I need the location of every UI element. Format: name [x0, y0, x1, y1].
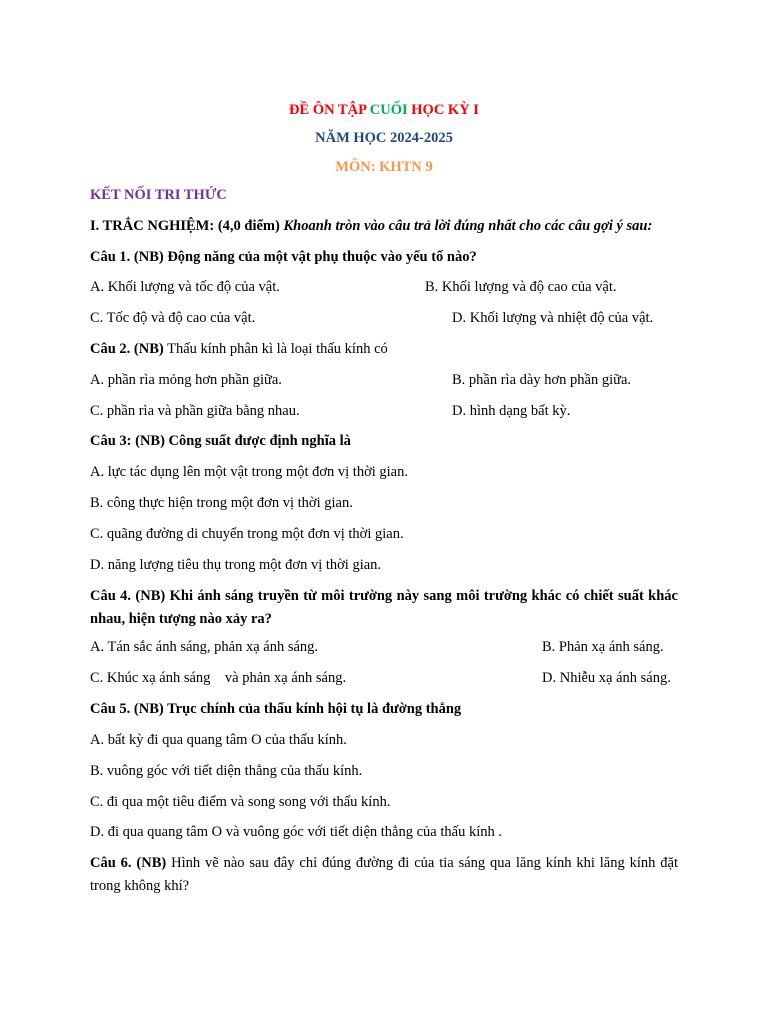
question-3-option-b: B. công thực hiện trong một đơn vị thời gian.: [90, 495, 353, 511]
question-2-option-b: B. phần rìa dày hơn phần giữa.: [452, 372, 632, 388]
question-1: Câu 1. (NB) Động năng của một vật phụ thuộc vào yếu tố nào?: [90, 249, 477, 265]
question-2-option-d: D. hình dạng bất kỳ.: [452, 403, 571, 419]
question-5-option-a: A. bất kỳ đi qua quang tâm O của thấu kính.: [90, 732, 347, 748]
question-2: [90, 340, 388, 358]
question-1-option-d: D. Khối lượng và nhiệt độ của vật.: [452, 310, 654, 326]
question-5-option-d: D. đi qua quang tâm O và vuông góc với tiết diện thẳng của thấu kính .: [90, 824, 502, 840]
question-4-option-a: A. Tán sắc ánh sáng, phản xạ ánh sáng.: [90, 639, 319, 655]
question-1-option-c: C. Tốc độ và độ cao của vật.: [90, 310, 256, 326]
question-5: Câu 5. (NB) Trục chính của thấu kính hội tụ là đường thẳng: [90, 701, 462, 717]
question-1-option-a: A. Khối lượng và tốc độ của vật.: [90, 279, 280, 295]
question-2-option-c: C. phần rìa và phần giữa bằng nhau.: [90, 403, 300, 419]
exam-title: [0, 101, 768, 119]
school-year: NĂM HỌC 2024-2025: [315, 130, 453, 146]
question-6: [90, 852, 678, 898]
question-5-option-c: C. đi qua một tiêu điểm và song song với thấu kính.: [90, 794, 391, 810]
title-part-red-2: HỌC KỲ I: [411, 102, 479, 118]
question-1-option-b: B. Khối lượng và độ cao của vật.: [425, 279, 617, 295]
title-part-green: CUỐI: [369, 102, 412, 118]
title-part-red-1: ĐỀ ÔN TẬP: [289, 102, 370, 118]
question-2-prefix: Câu 2. (NB): [90, 341, 164, 357]
question-4-option-b: B. Phản xạ ánh sáng.: [542, 639, 664, 655]
section-instruction: Khoanh tròn vào câu trả lời đúng nhất cho các câu gợi ý sau:: [283, 218, 653, 234]
question-4-option-c: C. Khúc xạ ánh sáng và phản xạ ánh sáng.: [90, 670, 347, 686]
question-3-option-c: C. quãng đường di chuyển trong một đơn vị thời gian.: [90, 526, 404, 542]
question-5-option-b: B. vuông góc với tiết diện thẳng của thấu kính.: [90, 763, 363, 779]
question-2-text: Thấu kính phân kì là loại thấu kính có: [163, 341, 388, 357]
question-3-option-a: A. lực tác dụng lên một vật trong một đơn vị thời gian.: [90, 464, 408, 480]
book-series: KẾT NỐI TRI THỨC: [90, 187, 227, 203]
question-3-option-d: D. năng lượng tiêu thụ trong một đơn vị thời gian.: [90, 557, 382, 573]
question-4-option-d: D. Nhiễu xạ ánh sáng.: [542, 670, 671, 686]
question-3: Câu 3: (NB) Công suất được định nghĩa là: [90, 433, 351, 449]
section-heading: [90, 217, 652, 235]
subject-line: MÔN: KHTN 9: [335, 159, 433, 175]
question-6-text: Hình vẽ nào sau đây chỉ đúng đường đi của tia sáng qua lăng kính khi lăng kính đặt trong không khí?: [90, 855, 678, 894]
question-6-prefix: Câu 6. (NB): [90, 855, 167, 871]
question-4: Câu 4. (NB) Khi ánh sáng truyền từ môi trường này sang môi trường khác có chiết suất khác nhau, hiện tượng nào xảy ra?: [90, 588, 678, 627]
question-2-option-a: A. phần rìa mỏng hơn phần giữa.: [90, 372, 282, 388]
section-label: I. TRẮC NGHIỆM: (4,0 điểm): [90, 218, 284, 234]
